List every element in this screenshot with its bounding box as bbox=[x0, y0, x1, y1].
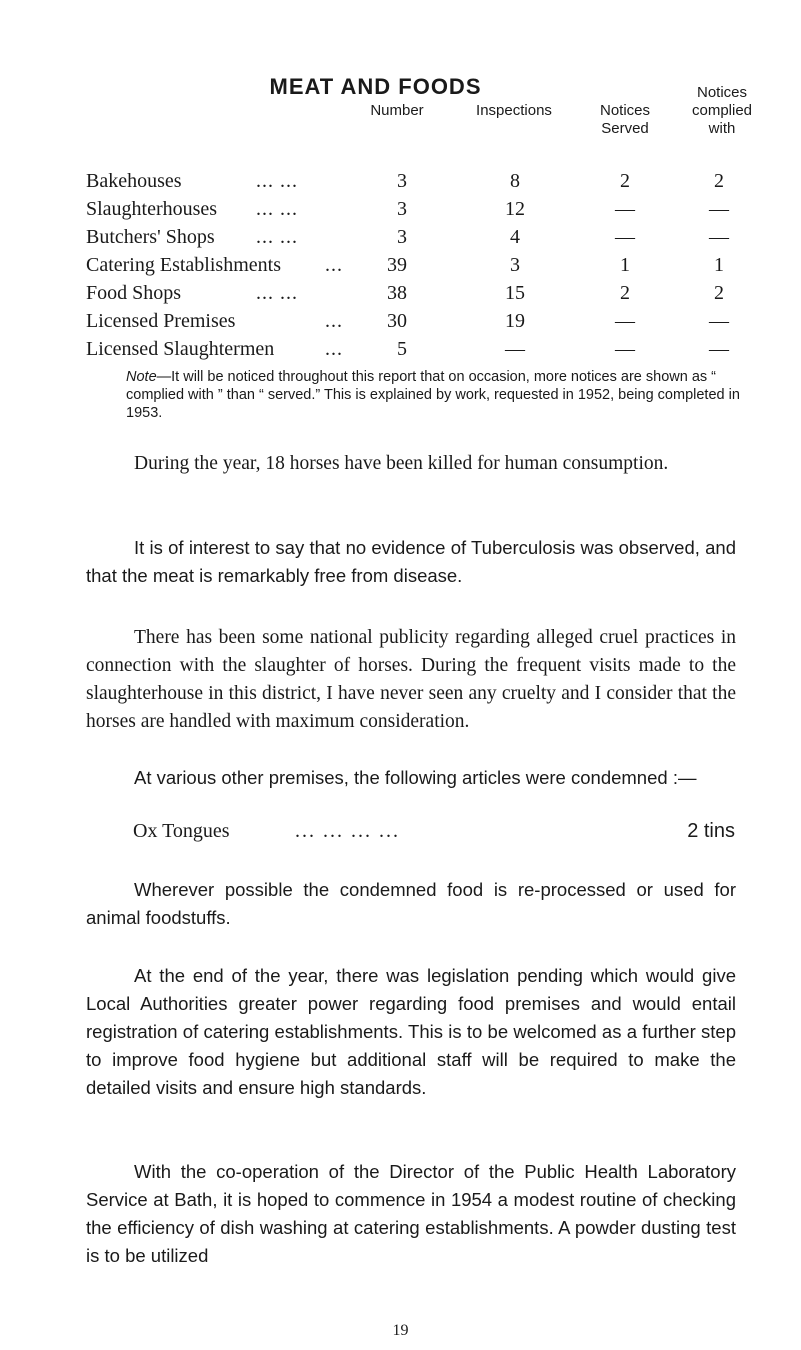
row-complied: — bbox=[709, 198, 729, 220]
header-notices-served: Notices Served bbox=[599, 102, 651, 137]
row-label: Licensed Slaughtermen bbox=[86, 338, 275, 360]
row-label: Licensed Premises bbox=[86, 310, 236, 332]
row-served: — bbox=[615, 310, 635, 332]
row-complied: 2 bbox=[714, 170, 724, 192]
page-number: 19 bbox=[392, 1322, 409, 1339]
condemned-quantity: 2 tins bbox=[687, 820, 735, 842]
row-served: 2 bbox=[620, 282, 630, 304]
note-label: Note bbox=[126, 369, 157, 385]
table-row bbox=[0, 198, 801, 226]
row-complied: — bbox=[709, 310, 729, 332]
row-inspections: 19 bbox=[505, 310, 525, 332]
table-row bbox=[0, 338, 801, 366]
paragraph-publicity: There has been some national publicity regarding alleged cruel practices in connection with the slaughter of horses. During the frequent visits made to the slaughterhouse in this district, I have never seen any cruelty and I consider that the horses are handled with maximum consideration. bbox=[86, 627, 736, 732]
table-row bbox=[0, 170, 801, 198]
row-served: — bbox=[615, 338, 635, 360]
row-inspections: 3 bbox=[510, 254, 520, 276]
row-inspections: 4 bbox=[510, 226, 520, 248]
row-leader: ... bbox=[325, 310, 343, 332]
title-text: MEAT AND FOODS bbox=[269, 74, 482, 99]
row-label: Slaughterhouses bbox=[86, 198, 218, 220]
row-leader: ... ... bbox=[256, 170, 298, 192]
row-number: 3 bbox=[397, 226, 407, 248]
row-number: 3 bbox=[397, 198, 407, 220]
row-label: Bakehouses bbox=[86, 170, 182, 192]
paragraph-reprocessed: Wherever possible the condemned food is re-processed or used for animal foodstuffs. bbox=[86, 879, 736, 928]
row-leader: ... ... bbox=[256, 226, 298, 248]
condemned-item: Ox Tongues bbox=[133, 820, 230, 842]
table-row bbox=[0, 310, 801, 338]
row-complied: 2 bbox=[714, 282, 724, 304]
row-number: 3 bbox=[397, 170, 407, 192]
note-text: —It will be noticed throughout this report that on occasion, more notices are shown as “ complied with ” than “ served.” This is explained by work, requested in 1952, being completed in 1953. bbox=[126, 369, 740, 421]
row-leader: ... bbox=[325, 254, 343, 276]
row-complied: — bbox=[709, 338, 729, 360]
row-label: Butchers' Shops bbox=[86, 226, 215, 248]
header-inspections: Inspections bbox=[476, 102, 552, 119]
row-leader: ... ... bbox=[256, 198, 298, 220]
row-complied: 1 bbox=[714, 254, 724, 276]
paragraph-laboratory: With the co-operation of the Director of the Public Health Laboratory Service at Bath, it is hoped to commence in 1954 a modest routine of checking the efficiency of dish washing at catering establishments. A powder dusting test is to be utilized bbox=[86, 1161, 736, 1266]
table-row bbox=[0, 226, 801, 254]
row-number: 39 bbox=[387, 254, 407, 276]
row-label: Catering Establishments bbox=[86, 254, 281, 276]
condemned-item-row bbox=[133, 820, 735, 850]
row-inspections: 12 bbox=[505, 198, 525, 220]
row-inspections: — bbox=[505, 338, 525, 360]
table-note bbox=[126, 368, 766, 422]
row-number: 30 bbox=[387, 310, 407, 332]
condemned-leader: ... ... ... ... bbox=[295, 820, 400, 842]
paragraph-premises-intro: At various other premises, the following articles were condemned :— bbox=[134, 767, 697, 788]
row-inspections: 15 bbox=[505, 282, 525, 304]
header-notices-complied: Notices complied with bbox=[691, 84, 753, 137]
table-row bbox=[0, 254, 801, 282]
row-number: 5 bbox=[397, 338, 407, 360]
row-served: — bbox=[615, 226, 635, 248]
row-label: Food Shops bbox=[86, 282, 182, 304]
paragraph-legislation: At the end of the year, there was legislation pending which would give Local Authorities greater power regarding food premises and would entail registration of catering establishments. This is to be welcomed as a further step to improve food hygiene but additional staff will be required to make the detailed visits and ensure high standards. bbox=[86, 965, 736, 1098]
row-served: — bbox=[615, 198, 635, 220]
row-served: 2 bbox=[620, 170, 630, 192]
header-number: Number bbox=[370, 102, 424, 119]
row-served: 1 bbox=[620, 254, 630, 276]
row-number: 38 bbox=[387, 282, 407, 304]
row-leader: ... bbox=[325, 338, 343, 360]
paragraph-horses: During the year, 18 horses have been killed for human consumption. bbox=[134, 453, 669, 474]
row-inspections: 8 bbox=[510, 170, 520, 192]
row-leader: ... ... bbox=[256, 282, 298, 304]
row-complied: — bbox=[709, 226, 729, 248]
table-row bbox=[0, 282, 801, 310]
paragraph-tuberculosis: It is of interest to say that no evidence of Tuberculosis was observed, and that the meat is remarkably free from disease. bbox=[86, 537, 736, 586]
